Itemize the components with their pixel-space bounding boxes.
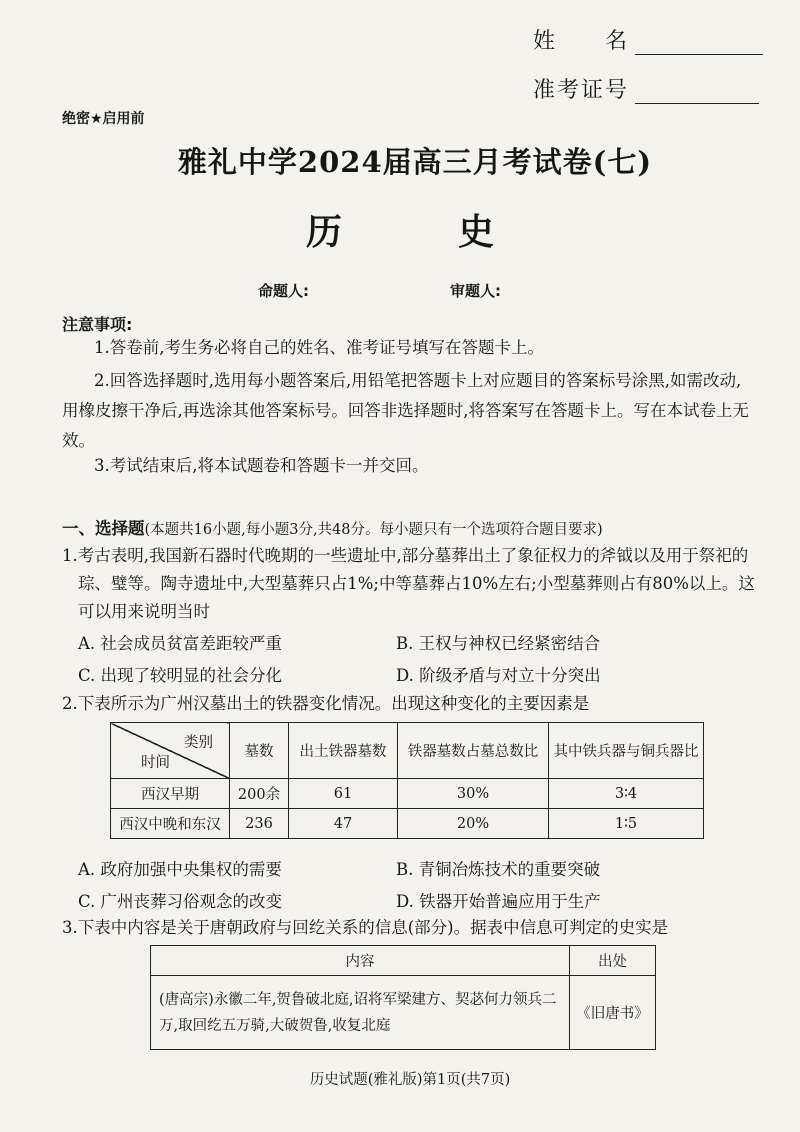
q2-option-d: D. 铁器开始普遍应用于生产 (396, 892, 601, 911)
setter-label: 命题人: (258, 282, 309, 300)
notice-heading: 注意事项: (62, 315, 133, 334)
q2-table-header: 其中铁兵器与铜兵器比 (549, 723, 704, 779)
name-blank (635, 34, 763, 55)
subject-title: 历 史 (305, 211, 534, 253)
q2-table-cell: 20% (398, 809, 549, 839)
q2-table-cell: 1∶5 (549, 809, 704, 839)
q3-table-header: 内容 (151, 946, 570, 976)
q3-stem: 3.下表中内容是关于唐朝政府与回纥关系的信息(部分)。据表中信息可判定的史实是 (62, 918, 669, 937)
q2-iron-table (110, 722, 704, 839)
q2-table-cell: 47 (289, 809, 398, 839)
q2-table-row (111, 809, 704, 839)
q1-option-c: C. 出现了较明显的社会分化 (78, 666, 283, 685)
confidential-mark: 绝密★启用前 (62, 111, 145, 127)
section-title: 一、选择题 (62, 519, 145, 538)
q3-table-cell: 《旧唐书》 (570, 976, 656, 1050)
q3-table-header-row (151, 946, 656, 976)
notice-item-1: 1.答卷前,考生务必将自己的姓名、准考证号填写在答题卡上。 (94, 338, 544, 357)
q3-info-table (150, 945, 656, 1050)
q2-table-cell: 61 (289, 779, 398, 809)
reviewer-label: 审题人: (450, 282, 501, 300)
exam-number-label: 准考证号 (533, 78, 630, 103)
name-label: 姓 名 (533, 29, 630, 54)
q2-table-corner-bottom: 时间 (141, 755, 170, 771)
q2-table-header-row (111, 723, 704, 779)
q2-option-c: C. 广州丧葬习俗观念的改变 (78, 892, 283, 911)
q1-option-d: D. 阶级矛盾与对立十分突出 (396, 666, 601, 685)
page-footer: 历史试题(雅礼版)第1页(共7页) (309, 1072, 511, 1088)
q2-table-row (111, 779, 704, 809)
q2-table-cell: 200余 (230, 779, 289, 809)
q2-table-cell: 西汉早期 (111, 779, 230, 809)
q2-table-cell: 3∶4 (549, 779, 704, 809)
q3-table-row (151, 976, 656, 1050)
exam-number-blank (635, 83, 759, 104)
exam-title: 雅礼中学2024届高三月考试卷(七) (177, 145, 653, 179)
exam-number-field (533, 73, 759, 104)
q2-stem: 2.下表所示为广州汉墓出土的铁器变化情况。出现这种变化的主要因素是 (62, 694, 590, 713)
section-note: (本题共16小题,每小题3分,共48分。每小题只有一个选项符合题目要求) (144, 522, 603, 538)
notice-item-2: 2.回答选择题时,选用每小题答案后,用铅笔把答题卡上对应题目的答案标号涂黑,如需改动,用橡皮擦干净后,再选涂其他答案标号。回答非选择题时,将答案写在答题卡上。写在本试卷上无效。 (62, 371, 749, 450)
q3-table-header: 出处 (570, 946, 656, 976)
q2-table-cell: 西汉中晚和东汉 (111, 809, 230, 839)
name-field (533, 24, 763, 55)
q3-table-cell: (唐高宗)永徽二年,贺鲁破北庭,诏将军梁建方、契苾何力领兵二万,取回纥五万骑,大破贺鲁,收复北庭 (151, 976, 570, 1050)
q2-table-header: 出土铁器墓数 (289, 723, 398, 779)
notice-item-3: 3.考试结束后,将本试题卷和答题卡一并交回。 (94, 456, 429, 475)
q1-option-a: A. 社会成员贫富差距较严重 (78, 634, 282, 653)
section-heading (62, 515, 762, 539)
q2-table-corner-top: 类别 (184, 735, 213, 751)
q2-table-header: 铁器墓数占墓总数比 (398, 723, 549, 779)
q1-option-b: B. 王权与神权已经紧密结合 (396, 634, 601, 653)
q2-table-cell: 236 (230, 809, 289, 839)
q1-stem: 1.考古表明,我国新石器时代晚期的一些遗址中,部分墓葬出土了象征权力的斧钺以及用于祭祀的琮、璧等。陶寺遗址中,大型墓葬只占1%;中等墓葬占10%左右;小型墓葬则占有80%以上。这可以用来说明当时 (62, 546, 755, 621)
q2-table-corner-cell (111, 723, 230, 779)
q2-table-header: 墓数 (230, 723, 289, 779)
q2-option-b: B. 青铜冶炼技术的重要突破 (396, 860, 601, 879)
q2-option-a: A. 政府加强中央集权的需要 (78, 860, 282, 879)
q2-table-cell: 30% (398, 779, 549, 809)
